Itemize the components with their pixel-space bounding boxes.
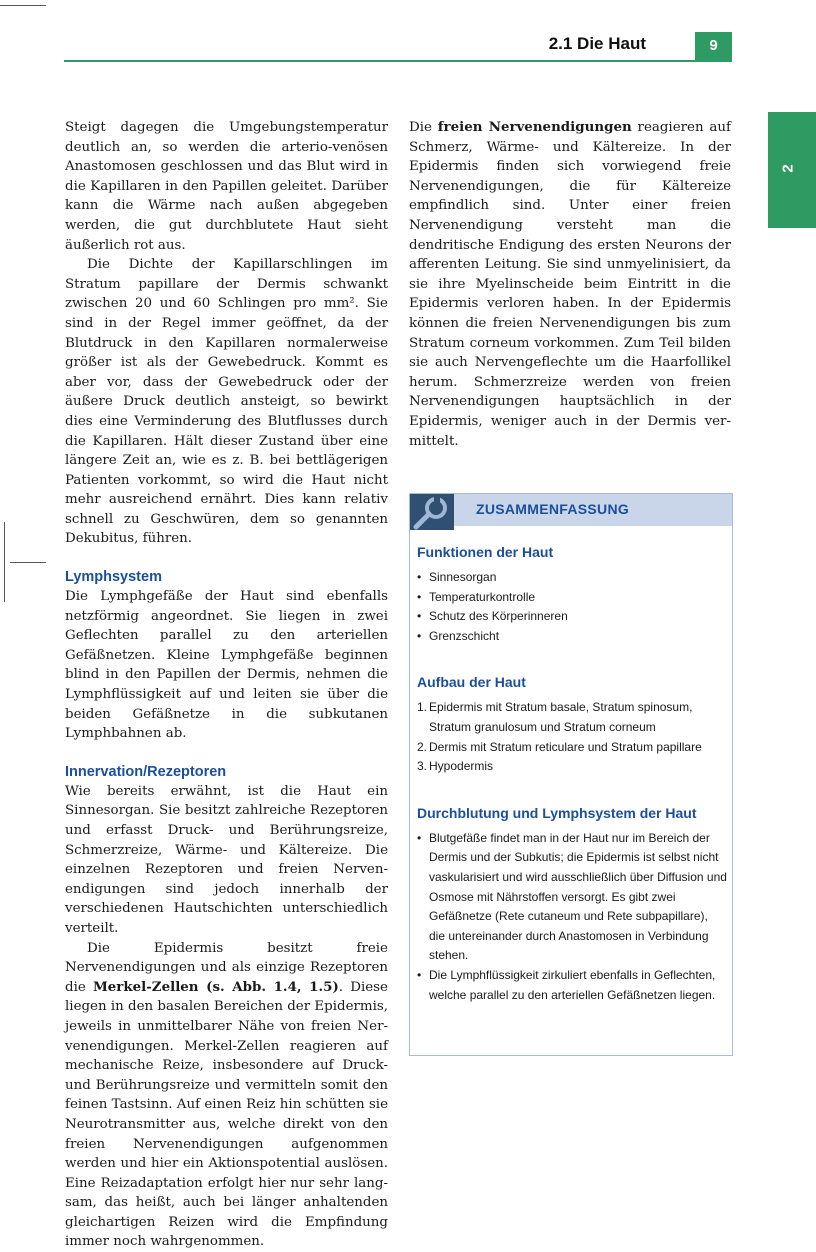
wrench-icon bbox=[410, 494, 454, 530]
list-item bbox=[417, 829, 727, 966]
bullet: • bbox=[417, 830, 422, 845]
crop-mark-top bbox=[0, 5, 46, 6]
list-item bbox=[417, 757, 727, 777]
summary-heading-funktionen: Funktionen der Haut bbox=[417, 544, 554, 560]
list-item-text: Blutgefäße findet man in der Haut nur im Bereich der Dermis und der Subkutis; die Epidermis ist selbst nicht vaskularisiert und wird ausschließlich über Diffusion und Osmose mit Nährstoffen versorgt. Es gibt zwei Gefäßnetze (Rete cutaneum und Rete subpapillare), die untereinander durch Anastomosen in Verbindung stehen. bbox=[429, 830, 727, 963]
bold-term: freien Nervenendigungen bbox=[437, 119, 632, 135]
right-column bbox=[409, 118, 731, 451]
crop-mark-left bbox=[4, 522, 5, 602]
summary-list-durchblutung bbox=[417, 829, 727, 1005]
page-number: 9 bbox=[695, 32, 732, 60]
text-run: Die bbox=[409, 120, 438, 135]
list-item bbox=[417, 588, 727, 608]
text-run: reagieren auf Schmerz, Wärme- und Kältereize. In der Epidermis finden sich vorwiegend freie Nervenendigungen, die für Kältereize empfindlich sind. Unter einer freien Nervenendigung versteht man die dendritische Endigung des ersten Neurons der afferenten Leitung. Sie sind unmyelinisiert, da sie ihre Myelinscheide beim Eintritt in die Epidermis verloren haben. In der Epidermis können die freien Nervenendigungen bis zum Stratum corneum vorkommen. Zum Teil bilden sie auch Nervengeflechte um die Haarfollikel herum. Schmerzreize werden von freien Nervenendigungen hauptsächlich in der Epidermis, weniger auch in der Dermis vermittelt. bbox=[409, 120, 731, 449]
list-item-text: Temperaturkontrolle bbox=[429, 589, 536, 604]
chapter-tab bbox=[768, 112, 816, 228]
chapter-tab-label: 2 bbox=[779, 164, 797, 173]
list-item-text: Die Lymphflüssigkeit zirkuliert ebenfalls in Geflechten, welche parallel zu den arteriellen Gefäßnetzen liegen. bbox=[429, 967, 716, 1002]
paragraph: Steigt dagegen die Umgebungstemperatur deutlich an, so werden die arterio-venösen Anastomosen geschlossen und das Blut wird in die Kapillaren in den Papillen geleitet. Darüber kann die Wärme nach außen abgegeben werden, die gut durchblutete Haut sieht äußerlich rot aus. bbox=[65, 120, 388, 253]
list-item-text: Hypodermis bbox=[429, 759, 494, 774]
summary-heading-durchblutung: Durchblutung und Lymphsystem der Haut bbox=[417, 804, 697, 821]
paragraph bbox=[409, 118, 731, 451]
running-header-title: 2.1 Die Haut bbox=[548, 34, 646, 53]
list-item bbox=[417, 568, 727, 588]
list-item-text: Sinnesorgan bbox=[429, 570, 497, 584]
list-item bbox=[417, 627, 727, 647]
bullet: • bbox=[417, 609, 422, 624]
list-item bbox=[417, 607, 727, 627]
list-item bbox=[417, 698, 727, 737]
summary-content bbox=[417, 532, 727, 1005]
list-item-text: Dermis mit Stratum reticulare und Stratum papillare bbox=[429, 739, 702, 754]
text-run: Die Epidermis besitzt freie Nervenendigungen und als einzige Rezeptoren die bbox=[65, 940, 388, 995]
left-column bbox=[65, 118, 388, 1252]
list-item-text: Grenzschicht bbox=[429, 628, 500, 643]
list-number: 1. bbox=[417, 700, 428, 715]
bullet: • bbox=[417, 967, 422, 982]
text-run: . Diese liegen in den basalen Bereichen der Epidermis, jeweils in unmittelbarer Nähe von freien Nervenendigungen. Merkel-Zellen reagieren auf mechanische Reize, insbesondere auf Druck- und Berührungsreize und vermitteln somit den feinen Tastsinn. Auf einen Reiz hin schütten sie Neurotransmitter aus, welche direkt von den freien Nervenendigungen aufgenommen werden und hier ein Aktionspotential auslösen. Eine Reizadaptation erfolgt hier nur sehr langsam, das heißt, auch bei länger anhaltenden gleichartigen Reizen wird die Empfindung immer noch wahrgenommen. bbox=[65, 979, 388, 1250]
bullet: • bbox=[417, 628, 422, 643]
section-heading-lymphsystem: Lymphsystem bbox=[65, 569, 162, 586]
summary-box bbox=[409, 493, 733, 1056]
section-heading-innervation: Innervation/Rezeptoren bbox=[65, 763, 227, 780]
list-number: 3. bbox=[417, 759, 428, 774]
summary-heading-aufbau: Aufbau der Haut bbox=[417, 674, 526, 691]
summary-list-aufbau bbox=[417, 698, 727, 776]
crop-mark-left-h bbox=[10, 562, 46, 563]
list-item-text: Schutz des Körperinneren bbox=[429, 609, 568, 624]
summary-list-funktionen bbox=[417, 568, 727, 646]
list-number: 2. bbox=[417, 739, 428, 754]
bullet: • bbox=[417, 589, 422, 604]
list-item bbox=[417, 738, 727, 758]
paragraph bbox=[65, 939, 388, 1252]
figure-reference: Merkel-Zellen (s. Abb. 1.4, 1.5) bbox=[92, 978, 339, 995]
paragraph: Wie bereits erwähnt, ist die Haut ein Sinnesorgan. Sie besitzt zahlreiche Rezeptoren und erfasst Druck- und Berührungsreize, Schmerzreize, Wärme- und Kältereize. Die einzelnen Rezeptoren und freien Nervenendigungen sind jedoch innerhalb der verschiedenen Hautschichten unterschiedlich verteilt. bbox=[65, 783, 388, 936]
list-item-text: Epidermis mit Stratum basale, Stratum spinosum, Stratum granulosum und Stratum corneum bbox=[429, 700, 693, 734]
header-rule bbox=[64, 60, 732, 62]
paragraph: Die Dichte der Kapillarschlingen im Stratum papillare der Dermis schwankt zwischen 20 und 60 Schlingen pro mm². Sie sind in der Regel immer geöffnet, da der Blutdruck in den Kapillaren normalerweise größer ist als der Gewebedruck. Kommt es aber vor, dass der Gewebedruck oder der äußere Druck deutlich ansteigt, so bewirkt dies eine Verminderung des Blutflusses durch die Kapillaren. Hält dieser Zustand über eine längere Zeit an, wie es z. B. bei bettlägerigen Patienten vorkommt, so wird die Haut nicht mehr ausreichend ernährt. Dies kann relativ schnell zu Geschwüren, dem so genannten Dekubitus, führen. bbox=[65, 257, 388, 547]
bullet: • bbox=[417, 570, 422, 584]
summary-title: ZUSAMMENFASSUNG bbox=[476, 501, 630, 517]
paragraph: Die Lymphgefäße der Haut sind ebenfalls netzförmig angeordnet. Sie liegen in zwei Geflechten parallel zu den arteriellen Gefäßnetzen. Kleine Lymphgefäße beginnen blind in den Papillen der Dermis, nehmen die Lymphflüssigkeit auf und leiten sie über die beiden Gefäßnetze in die subkutanen Lymphbahnen ab. bbox=[65, 589, 388, 742]
list-item bbox=[417, 966, 727, 1005]
